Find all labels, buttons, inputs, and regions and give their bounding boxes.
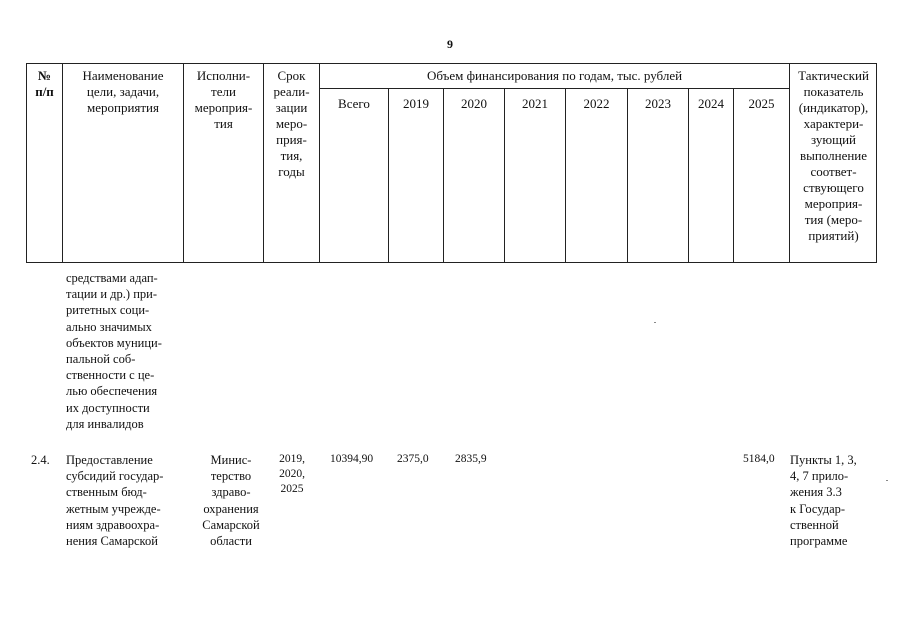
row-2-4-number: 2.4. (31, 453, 50, 467)
header-year-2024: 2024 (698, 96, 724, 111)
header-year-2019: 2019 (403, 96, 429, 111)
header-year-2020: 2020 (461, 96, 487, 111)
scan-speck (654, 322, 656, 323)
header-year-2022: 2022 (583, 96, 610, 111)
row-2-4-2020: 2835,9 (455, 453, 487, 465)
header-col-indicator: Тактический показатель (индикатор), характери- зующий выполнение соответ- ствующего мероприя- тия (меро- приятий) (798, 68, 869, 243)
row-2-4-indicator: Пункты 1, 3, 4, 7 прило- жения 3.3 к Государ- ственной программе (790, 453, 857, 549)
scan-speck (886, 480, 888, 481)
header-col-executor: Исполни- тели мероприя- тия (194, 68, 253, 131)
row-2-4-name: Предоставление субсидий государ- ственным бюд- жетным учрежде- ниям здравоохра- нения Самарской (66, 453, 164, 549)
row-2-4-term: 2019, 2020, 2025 (279, 453, 305, 495)
header-year-2023: 2023 (645, 96, 671, 111)
row-2-4-total: 10394,90 (330, 453, 374, 465)
header-year-2025: 2025 (748, 96, 775, 111)
continuation-text: средствами адап- тации и др.) при- ритетных соци- ально значимых объектов муници- пальной соб- ственности с це- лью обеспечения их доступности для инвалидов (66, 271, 162, 431)
header-col-funding: Объем финансирования по годам, тыс. рублей (426, 68, 683, 83)
header-col-term: Срок реали- зации меро- прия- тия, годы (273, 68, 310, 179)
page-number: 9 (447, 37, 453, 51)
header-col-number: № п/п (35, 68, 54, 99)
header-year-2021: 2021 (522, 96, 548, 111)
header-col-total: Всего (338, 96, 370, 111)
row-2-4-2019: 2375,0 (397, 453, 429, 465)
row-2-4-executor: Минис- терство здраво- охранения Самарской области (202, 453, 260, 549)
header-table (26, 63, 877, 263)
header-col-name: Наименование цели, задачи, мероприятия (82, 68, 164, 115)
row-2-4-2025: 5184,0 (743, 453, 775, 465)
